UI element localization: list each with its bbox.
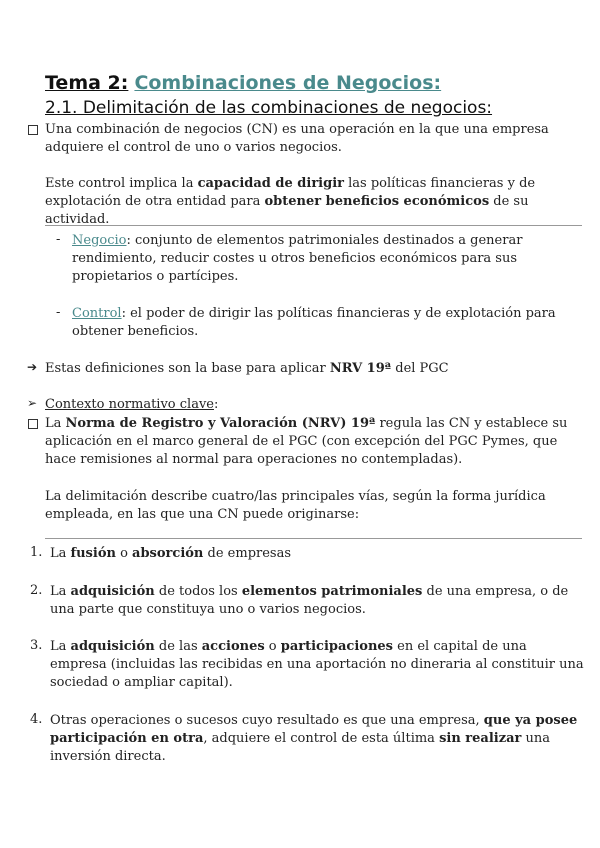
bold-span: participaciones — [280, 639, 393, 654]
definition-text: : conjunto de elementos patrimoniales destinados a generar rendimiento, reducir costes u otros beneficios económicos para sus propietarios o partícipes. — [72, 233, 523, 284]
bold-span: elementos patrimoniales — [241, 584, 423, 599]
list-number: 3. — [30, 638, 43, 653]
bold-span: adquisición — [70, 639, 155, 654]
control-paragraph — [45, 175, 585, 229]
text-span: las políticas financieras y de explotación de otra entidad para — [45, 176, 536, 209]
text-span: una inversión directa. — [50, 731, 551, 764]
list-item — [50, 638, 584, 692]
text-span: de una empresa, o de una parte que constituya uno o varios negocios. — [50, 584, 569, 617]
bold-span: que ya posee participación en otra — [50, 713, 578, 746]
text-span: de empresas — [203, 546, 292, 561]
list-number: 4. — [30, 712, 43, 727]
list-item — [50, 545, 584, 563]
arrow-right-icon: ➔ — [27, 360, 38, 374]
text-span: La — [50, 584, 71, 599]
delimitation-paragraph: La delimitación describe cuatro/las principales vías, según la forma jurídica empleada, en las que una CN puede originarse: — [45, 489, 546, 522]
section-subtitle: 2.1. Delimitación de las combinaciones de negocios: — [45, 98, 493, 118]
topic-title: Combinaciones de Negocios: — [134, 72, 442, 94]
context-heading — [45, 396, 585, 414]
text-span: del PGC — [391, 361, 449, 376]
checkbox-bullet-icon — [28, 125, 38, 135]
list-item — [50, 712, 584, 766]
dash-bullet: - — [56, 305, 61, 320]
text-span: regula las CN y establece su aplicación en el marco general de el PGC (con excepción del PGC Pymes, que hace remisiones al normal para operaciones no contempladas). — [45, 416, 568, 467]
text-span: Otras operaciones o sucesos cuyo resultado es que una empresa, — [50, 713, 484, 728]
checkbox-bullet-icon — [28, 419, 38, 429]
bold-span: Norma de Registro y Valoración (NRV) 19ª — [65, 416, 376, 431]
bold-span: NRV 19ª — [329, 361, 392, 376]
bold-span: capacidad de dirigir — [197, 176, 344, 191]
text-span: La — [50, 546, 71, 561]
term-control-link[interactable]: Control — [72, 306, 122, 321]
definition-negocio — [72, 232, 584, 286]
definition-text: : el poder de dirigir las políticas financieras y de explotación para obtener beneficios. — [72, 306, 556, 339]
dash-bullet: - — [56, 232, 61, 247]
list-number: 1. — [30, 545, 43, 560]
divider — [45, 225, 582, 226]
bold-span: obtener beneficios económicos — [264, 194, 490, 209]
bold-span: fusión — [70, 546, 116, 561]
text-span: o — [115, 546, 133, 561]
text-span: o — [264, 639, 281, 654]
intro-paragraph: Una combinación de negocios (CN) es una operación en la que una empresa adquiere el control de uno o varios negocios. — [45, 122, 549, 155]
list-number: 2. — [30, 583, 43, 598]
bold-span: adquisición — [70, 584, 155, 599]
bold-span: sin realizar — [439, 731, 522, 746]
context-heading-text: Contexto normativo clave — [45, 397, 214, 412]
text-span: , adquiere el control de esta última — [203, 731, 440, 746]
arrowhead-right-icon: ➢ — [27, 396, 38, 410]
context-paragraph — [45, 415, 585, 469]
text-span: de las — [154, 639, 202, 654]
bold-span: acciones — [201, 639, 265, 654]
arrow-note — [45, 360, 585, 378]
bold-span: absorción — [132, 546, 204, 561]
text-span: en el capital de una empresa (incluidas las recibidas en una aportación no dineraria al constituir una sociedad o ampliar capital). — [50, 639, 584, 690]
text-span: La — [45, 416, 66, 431]
term-negocio-link[interactable]: Negocio — [72, 233, 127, 248]
text-span: de su actividad. — [45, 194, 529, 227]
text-span: Este control implica la — [45, 176, 198, 191]
list-item — [50, 583, 584, 619]
topic-label: Tema 2: — [45, 72, 129, 94]
text-span: Estas definiciones son la base para aplicar — [45, 361, 330, 376]
text-span: : — [213, 397, 219, 412]
divider — [45, 538, 582, 539]
text-span: de todos los — [154, 584, 242, 599]
definition-control — [72, 305, 584, 341]
text-span: La — [50, 639, 71, 654]
page-title — [45, 72, 441, 94]
